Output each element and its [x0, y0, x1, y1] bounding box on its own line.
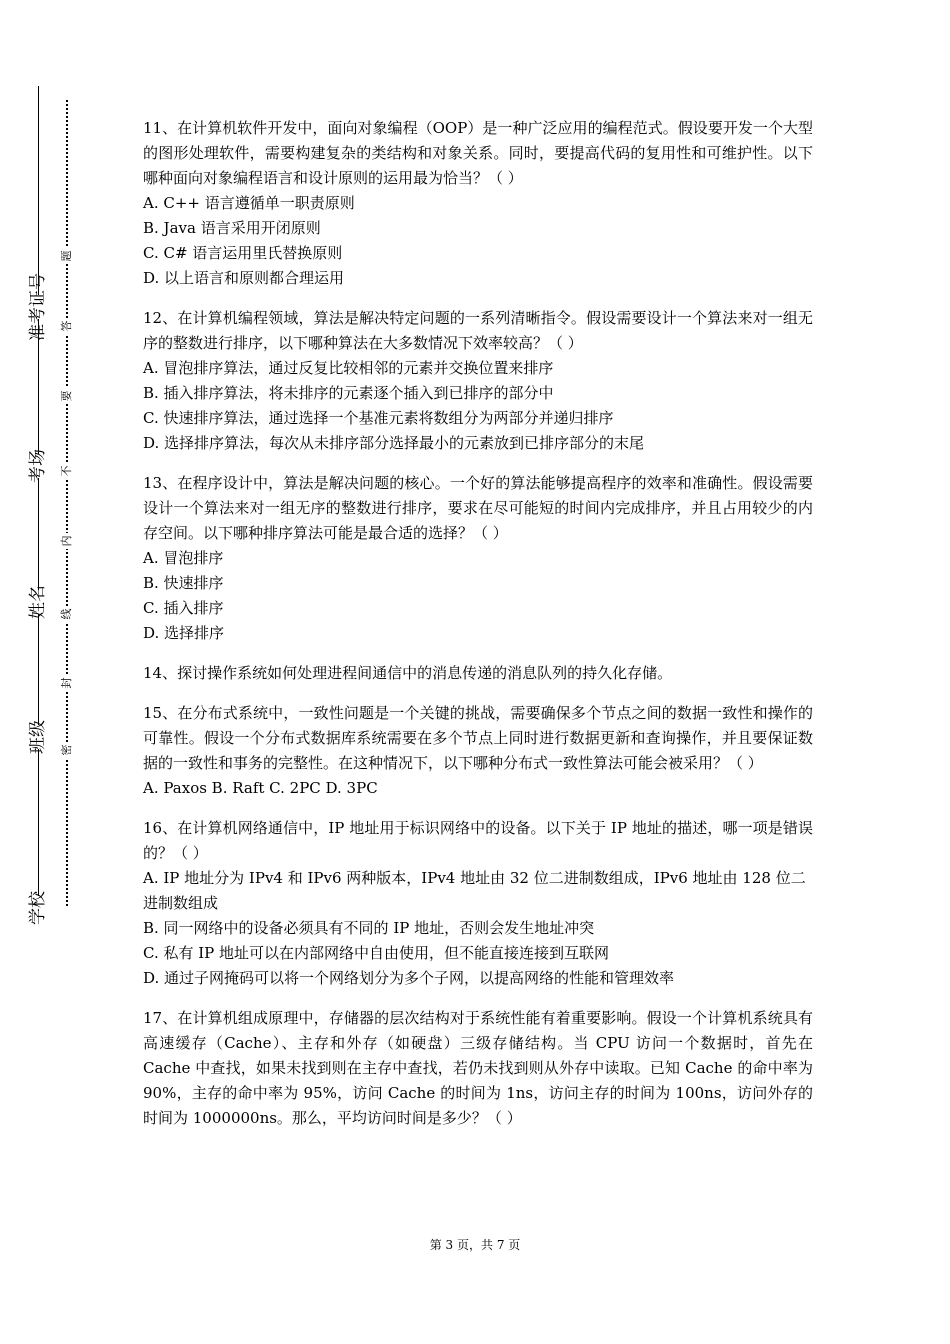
question-11 [143, 116, 813, 291]
question-stem: 14、探讨操作系统如何处理进程间通信中的消息传递的消息队列的持久化存储。 [143, 664, 673, 682]
page-number: 第 3 页，共 7 页 [429, 1238, 521, 1252]
question-12 [143, 306, 813, 456]
option-c: C. 私有 IP 地址可以在内部网络中自由使用，但不能直接连接到互联网 [143, 944, 610, 962]
field-label-class: 班级 [23, 725, 47, 749]
option-a: A. IP 地址分为 IPv4 和 IPv6 两种版本，IPv4 地址由 32 位二进制数组成，IPv6 地址由 128 位二进制数组成 [143, 869, 806, 912]
seal-char: 线 [59, 606, 75, 622]
field-label-name: 姓名 [23, 590, 47, 614]
option-a: A. C++ 语言遵循单一职责原则 [143, 194, 355, 212]
field-label-school: 学校 [23, 896, 47, 920]
field-label-ticket-number: 准考证号 [23, 295, 47, 319]
question-17 [143, 1006, 813, 1131]
seal-char: 不 [59, 463, 75, 479]
question-stem: 11、在计算机软件开发中，面向对象编程（OOP）是一种广泛应用的编程范式。假设要开发一个大型的图形处理软件，需要构建复杂的类结构和对象关系。同时，要提高代码的复用性和可维护性。以下哪种面向对象编程语言和设计原则的运用最为恰当？（ ） [143, 119, 813, 187]
field-label-exam-room: 考场 [23, 454, 47, 478]
option-b: B. Java 语言采用开闭原则 [143, 219, 321, 237]
seal-char: 密 [59, 742, 75, 758]
option-d: D. 选择排序算法，每次从未排序部分选择最小的元素放到已排序部分的末尾 [143, 434, 645, 452]
question-stem: 15、在分布式系统中，一致性问题是一个关键的挑战，需要确保多个节点之间的数据一致性和操作的可靠性。假设一个分布式数据库系统需要在多个节点上同时进行数据更新和查询操作，并且要保证数据的一致性和事务的完整性。在这种情况下，以下哪种分布式一致性算法可能会被采用？（ ） [143, 704, 813, 772]
option-a: A. 冒泡排序 [143, 549, 224, 567]
seal-char: 内 [59, 533, 75, 549]
question-stem: 17、在计算机组成原理中，存储器的层次结构对于系统性能有着重要影响。假设一个计算机系统具有高速缓存（Cache）、主存和外存（如硬盘）三级存储结构。当 CPU 访问一个数据时，首先在 Cache 中查找，如果未找到则在主存中查找，若仍未找到则从外存中读取。已知 Cache 的命中率为 90%，主存的命中率为 95%，访问 Cache 的时间为 1ns，访问主存的时间为 100ns，访问外存的时间为 1000000ns。那么，平均访问时间是多少？（ ） [143, 1009, 813, 1127]
option-b: B. 快速排序 [143, 574, 224, 592]
option-c: C. 插入排序 [143, 599, 224, 617]
question-list [143, 116, 813, 1146]
question-stem: 16、在计算机网络通信中，IP 地址用于标识网络中的设备。以下关于 IP 地址的描述，哪一项是错误的？（ ） [143, 819, 813, 862]
seal-char: 封 [59, 675, 75, 691]
question-15 [143, 701, 813, 801]
question-16 [143, 816, 813, 991]
seal-char: 答 [59, 318, 75, 334]
option-d: D. 通过子网掩码可以将一个网络划分为多个子网，以提高网络的性能和管理效率 [143, 969, 675, 987]
option-inline: A. Paxos B. Raft C. 2PC D. 3PC [143, 779, 378, 797]
option-c: C. 快速排序算法，通过选择一个基准元素将数组分为两部分并递归排序 [143, 409, 614, 427]
seal-char: 题 [59, 248, 75, 264]
option-b: B. 插入排序算法，将未排序的元素逐个插入到已排序的部分中 [143, 384, 554, 402]
seal-dotted-line [66, 100, 68, 906]
binding-line [38, 86, 39, 906]
option-a: A. 冒泡排序算法，通过反复比较相邻的元素并交换位置来排序 [143, 359, 554, 377]
question-stem: 12、在计算机编程领域，算法是解决特定问题的一系列清晰指令。假设需要设计一个算法来对一组无序的整数进行排序，以下哪种算法在大多数情况下效率较高？（ ） [143, 309, 813, 352]
question-stem: 13、在程序设计中，算法是解决问题的核心。一个好的算法能够提高程序的效率和准确性。假设需要设计一个算法来对一组无序的整数进行排序，要求在尽可能短的时间内完成排序，并且占用较少的内存空间。以下哪种排序算法可能是最合适的选择？（ ） [143, 474, 813, 542]
option-d: D. 以上语言和原则都合理运用 [143, 269, 345, 287]
seal-char: 要 [59, 388, 75, 404]
option-d: D. 选择排序 [143, 624, 225, 642]
option-b: B. 同一网络中的设备必须具有不同的 IP 地址，否则会发生地址冲突 [143, 919, 595, 937]
question-13 [143, 471, 813, 646]
option-c: C. C# 语言运用里氏替换原则 [143, 244, 343, 262]
question-14 [143, 661, 813, 686]
